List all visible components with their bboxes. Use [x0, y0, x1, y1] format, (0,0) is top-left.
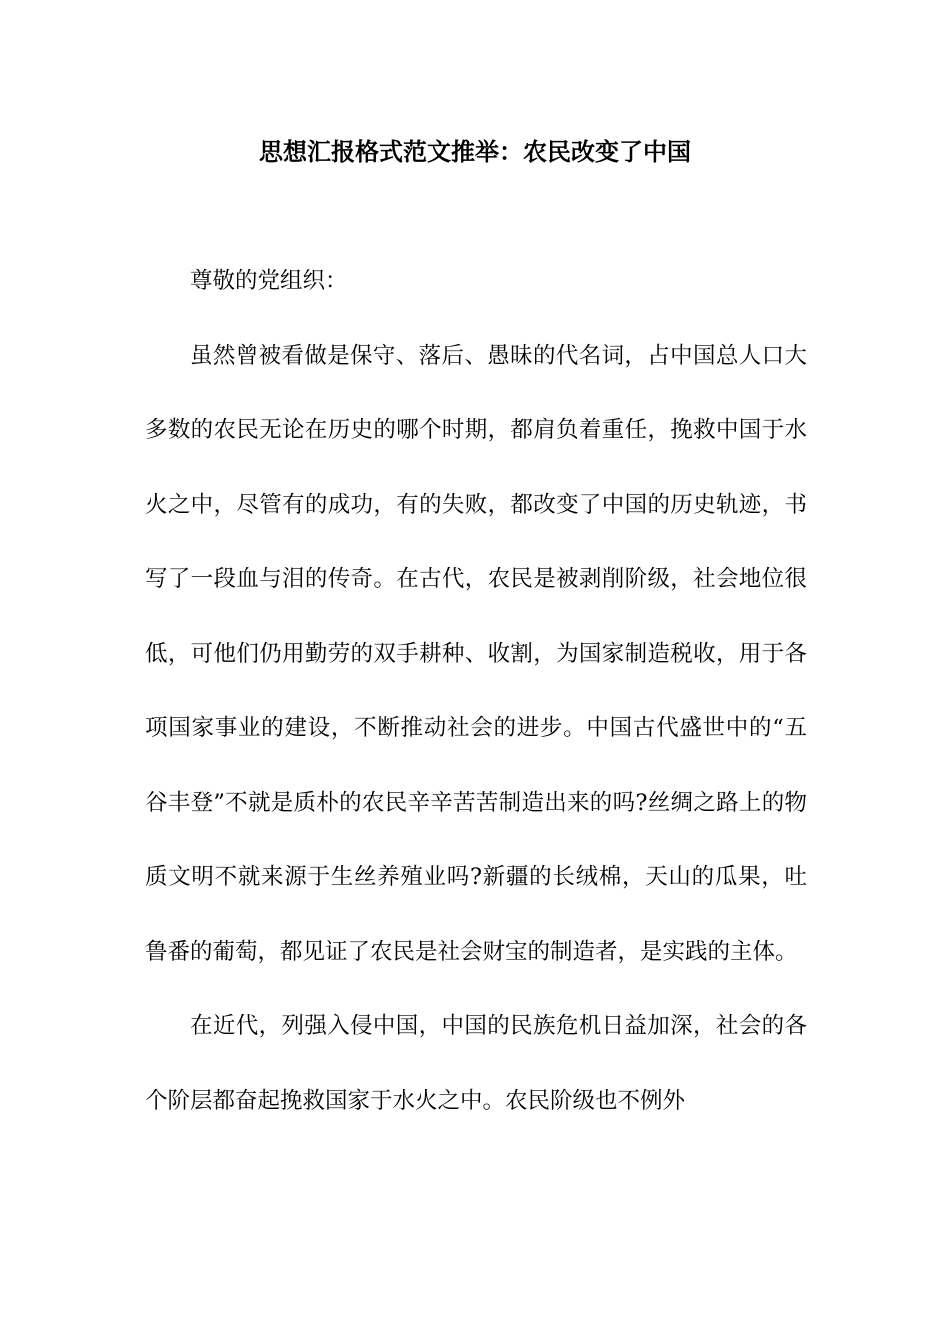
- paragraph-2: 在近代，列强入侵中国，中国的民族危机日益加深，社会的各个阶层都奋起挽救国家于水火之中。农民阶级也不例外: [145, 1013, 807, 1114]
- document-body: [145, 244, 807, 1138]
- document-title: 思想汇报格式范文推举：农民改变了中国: [259, 137, 691, 166]
- salutation: 尊敬的党组织：: [190, 268, 348, 294]
- paragraph-1: 虽然曾被看做是保守、落后、愚昧的代名词，占中国总人口大多数的农民无论在历史的哪个时期，都肩负着重任，挽救中国于水火之中，尽管有的成功，有的失败，都改变了中国的历史轨迹，书写了一段血与泪的传奇。在古代，农民是被剥削阶级，社会地位很低，可他们仍用勤劳的双手耕种、收割，为国家制造税收，用于各项国家事业的建设，不断推动社会的进步。中国古代盛世中的“五谷丰登”不就是质朴的农民辛辛苦苦制造出来的吗?丝绸之路上的物质文明不就来源于生丝养殖业吗?新疆的长绒棉，天山的瓜果，吐鲁番的葡萄，都见证了农民是社会财宝的制造者，是实践的主体。: [145, 342, 807, 965]
